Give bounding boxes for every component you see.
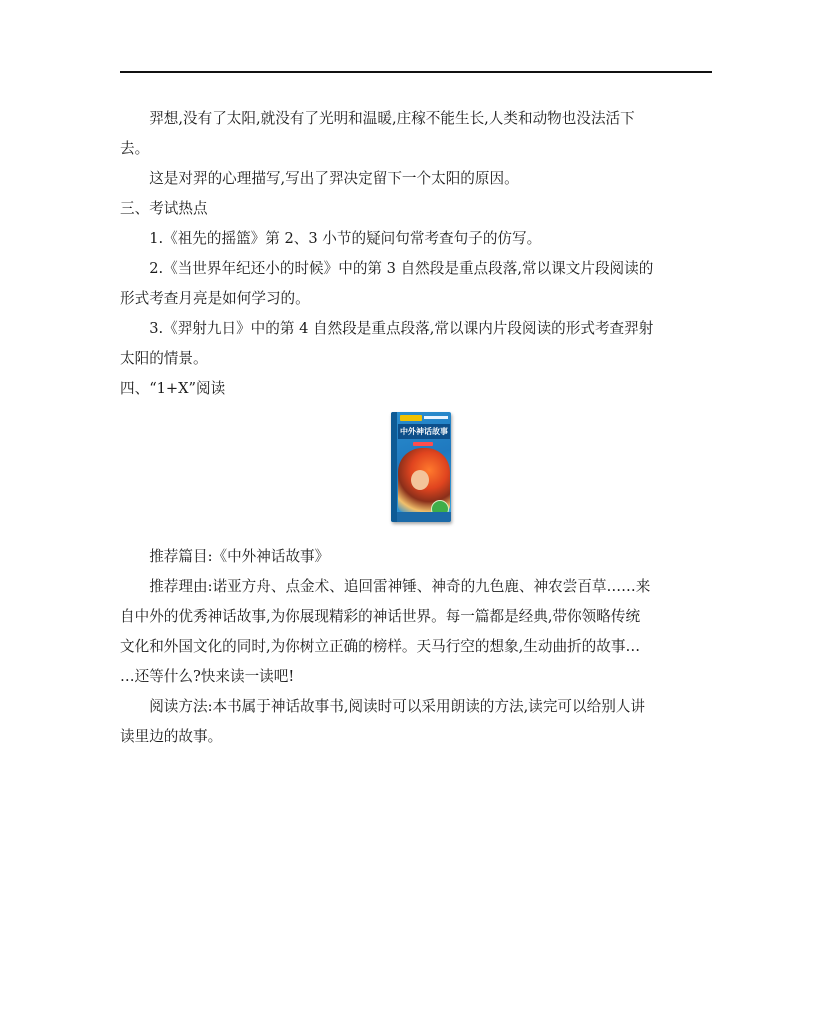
recommend-reason-cont: 文化和外国文化的同时,为你树立正确的榜样。天马行空的想象,生动曲折的故事… <box>120 638 641 655</box>
paragraph-line: 这是对羿的心理描写,写出了羿决定留下一个太阳的原因。 <box>149 170 519 187</box>
recommend-title: 推荐篇目:《中外神话故事》 <box>149 548 330 565</box>
paragraph-line: 羿想,没有了太阳,就没有了光明和温暖,庄稼不能生长,人类和动物也没法活下 <box>149 110 635 127</box>
recommend-reason: 推荐理由:诺亚方舟、点金术、追回雷神锤、神奇的九色鹿、神农尝百草……来 <box>149 578 651 595</box>
document-body <box>120 104 714 752</box>
exam-item-1: 1.《祖先的摇篮》第 2、3 小节的疑问句常考查句子的仿写。 <box>149 230 542 247</box>
recommend-reason-cont: 自中外的优秀神话故事,为你展现精彩的神话世界。每一篇都是经典,带你领略传统 <box>120 608 641 625</box>
exam-item-3-cont: 太阳的情景。 <box>120 350 208 367</box>
book-figure <box>120 410 714 534</box>
book-cover-image <box>391 412 451 522</box>
reading-method: 阅读方法:本书属于神话故事书,阅读时可以采用朗读的方法,读完可以给别人讲 <box>149 698 645 715</box>
exam-item-2: 2.《当世界年纪还小的时候》中的第 3 自然段是重点段落,常以课文片段阅读的 <box>149 260 654 277</box>
book-cover-title: 中外神话故事 <box>398 424 450 439</box>
section-heading-reading: 四、“1+X”阅读 <box>120 380 226 397</box>
exam-item-3: 3.《羿射九日》中的第 4 自然段是重点段落,常以课内片段阅读的形式考查羿射 <box>149 320 654 337</box>
section-heading-exam: 三、考试热点 <box>120 200 208 217</box>
exam-item-2-cont: 形式考查月亮是如何学习的。 <box>120 290 310 307</box>
paragraph-line: 去。 <box>120 140 150 157</box>
recommend-reason-cont: …还等什么?快来读一读吧! <box>120 668 295 685</box>
header-rule <box>120 71 712 73</box>
reading-method-cont: 读里边的故事。 <box>120 728 223 745</box>
